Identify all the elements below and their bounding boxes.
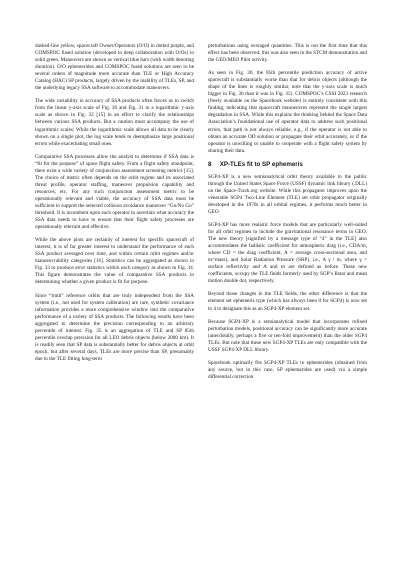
paragraph: dashed-line yellow, spacecraft Owner/Operators (O/O) in dotted purple, and COMSPOC fused solution (developed in deep collaboration with O/Os) in solid green. Maneuvers are shown as vertical blue bars (with width denoting duration). O/O ephemerides and COMSPOC fused solutions are seen to be several orders of magnitude more accurate than TLE or High Accuracy Catalog (HAC) SP products, largely driven by the inability of TLEs, SP, and the underlying legacy SSA software to accommodate maneuvers. xyxy=(35,43,194,92)
section-title: XP-TLEs fit to SP ephemeris xyxy=(219,160,303,168)
paragraph: perturbations using averaged quantities. This is not the first time that this effect has been observed; this was also seen in the STCM demonstration and the GEO/MEO Pilot activity. xyxy=(208,43,367,64)
section-heading xyxy=(208,161,367,168)
paragraph: SGP4-XP is a new semianalytical orbit theory available to the public through the United States Space Force (USSF) dynamic link library (.DLL) on the Space-Track.org website. While this propagator improves upon the venerable SGP4 Two-Line Element (TLE) set orbit propagator originally developed in the 1970s in all orbital regimes, it performs much better in GEO. xyxy=(208,173,367,215)
paragraph: The wide variability in accuracy of SSA products often forces us to switch from the linear y-axis scale of Fig. 30 and Fig. 31 to a logarithmic y-axis scale as shown in Fig. 32 [15] in an effort to clarify the relationships between various SSA products. But a caution must accompany the use of logarithmic scales: While the logarithmic scale allows all data to be clearly shown on a single plot, the log scale tends to deemphasize large positional errors while exacerbating small ones. xyxy=(35,98,194,147)
paragraph: Comparative SSA processes allow the analyst to determine if SSA data is “fit for the purpose” of space flight safety. From a flight safety standpoint, there exist a wide variety of conjunction assessment screening metrics [15]. The choice of metric often depends on the orbit regime and its associated threat profile, operator staffing, maneuver propulsion capability and resources, etc. For any such conjunction assessment metric to be operationally relevant and viable, the accuracy of SSA data must be sufficient to support the selected collision avoidance maneuver “Go/No Go” threshold. It is incumbent upon each operator to ascertain what accuracy the SSA data needs to have to ensure that their flight safety processes are operationally relevant and effective. xyxy=(35,153,194,231)
paragraph: As seen in Fig. 36, the 85th percentile prediction accuracy of active spacecraft is substantially worse than that for debris objects (although the shape of the lines is roughly similar, note that the y-axis scale is much bigger in Fig. 36 than it was in Fig. 35). COMSPOC’s CSSI 2023 research (freely available on the Spacebook website) is entirely consistent with this finding, indicating that spacecraft manoeuvres represent the single largest degradation in SSA. While this explains the thinking behind the Space Data Association’s foundational use of operator data to address such positional errors, that path is not always reliable, e.g., if the operator is not able to obtain an accurate OD solution or propagate their orbit accurately, or if the operator is unwilling or unable to cooperate with a flight safety system by sharing their data. xyxy=(208,70,367,154)
section-number: 8 xyxy=(208,160,212,168)
paragraph: Spacebook optimally fits SGP4-XP TLEs to ephemerides (obtained from any source, but in this case, SP ephemerides are used) via a simple differential correction xyxy=(208,359,367,380)
paragraph: While the above plots are certainly of interest for specific spacecraft of interest, it is of far greater interest to understand the performance of each SSA product averaged over time, and within certain orbit regimes and/or manoeuvrability categories [16]. Statistics can be aggregated as shown in Fig. 33 to produce error statistics within each category as shown in Fig. 34. This figure demonstrates the value of comparative SSA products in determining whether a given product is fit for purpose. xyxy=(35,237,194,286)
paragraph: Because SGP4-XP is a semianalytical model that incorporates refined perturbation models, positional accuracy can be significantly more accurate (anecdotally, perhaps a five or ten-fold improvement) than the older SGP4 TLEs. But note that these new SGP4-XP TLEs are only compatible with the USSF SGP4-XP DLL library. xyxy=(208,318,367,353)
paragraph: Beyond those changes to the TLE fields, the other difference is that the element set ephemeris type (which has always been 0 for SGP4) is now set to 4 to designate this as an SGP4-XP element set. xyxy=(208,291,367,312)
left-column xyxy=(35,43,194,369)
paragraph: Since “truth” reference orbits that are truly independent from the SSA system (i.e., not used for system calibration) are rare, synthetic covariance information provides a more comprehensive window into the comparative performance of a variety of SSA products. The following results have been aggregated to determine the precision corresponding to an arbitrary percentile of interest. Fig. 35 is an aggregation of TLE and SP 85th percentile overlap precision for all LEO debris objects (below 2000 km). It is readily seen that SP data is substantially better for debris objects at orbit epoch, but after several days, TLEs are more precise than SP, presumably due to the TLE fitting long-term xyxy=(35,292,194,362)
paragraph: SGP4-XP has more realistic force models that are particularly well-suited for all orbit regimes to include the gravitational resonance terms in GEO. The new theory [signified by a message type of “4” in the TLE] also accommodates the ballistic coefficient for atmospheric drag (i.e., CDA/m, where CD = the drag coefficient, A = average cross-sectional area, and m=mass), and Solar Radiation Pressure (SRP), i.e., A γ / m, where γ = surface reflectivity and A and m are defined as before. These new coefficients, occupy the TLE fields formerly used by SGP’s Bstar and mean motion double dot, respectively. xyxy=(208,221,367,285)
right-column xyxy=(208,43,367,387)
